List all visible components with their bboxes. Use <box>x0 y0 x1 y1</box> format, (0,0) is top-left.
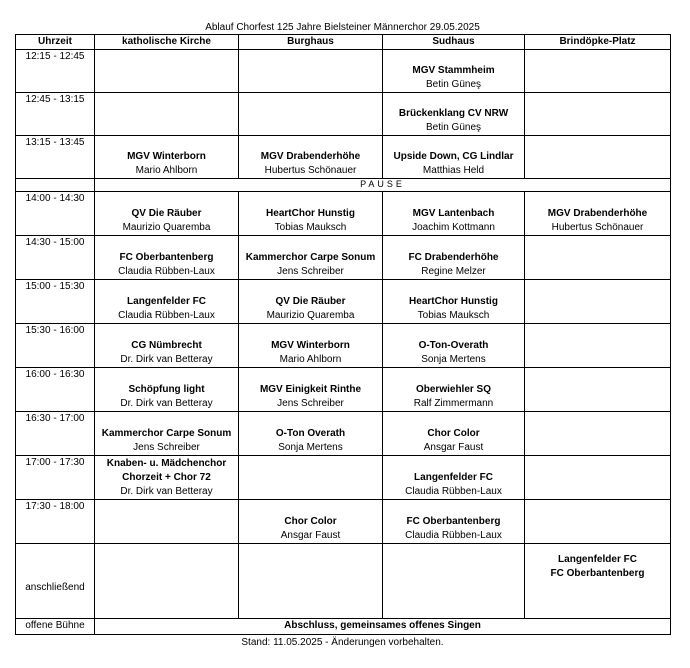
choir-name: QV Die Räuber <box>275 296 346 307</box>
choir-leader: Matthias Held <box>422 165 485 176</box>
page-title: Ablauf Chorfest 125 Jahre Bielsteiner Männerchor 29.05.2025 <box>205 22 480 33</box>
empty-cell <box>95 500 239 544</box>
table-row <box>16 368 671 412</box>
time-cell: 15:30 - 16:00 <box>16 324 95 368</box>
empty-cell <box>95 93 239 136</box>
empty-cell <box>95 50 239 93</box>
empty-cell <box>525 368 671 412</box>
choir-name: MGV Drabenderhöhe <box>547 208 648 219</box>
choir-leader: Jens Schreiber <box>277 398 344 409</box>
footer-note: Stand: 11.05.2025 - Änderungen vorbehalten. <box>241 637 444 648</box>
empty-cell <box>383 544 525 619</box>
slot-cell <box>383 93 525 136</box>
empty-cell <box>525 93 671 136</box>
header-katholische-kirche: katholische Kirche <box>95 35 239 50</box>
choir-name: Langenfelder FC <box>127 296 206 307</box>
choir-leader: Claudia Rübben-Laux <box>405 486 502 497</box>
choir-leader: Ansgar Faust <box>423 442 484 453</box>
choir-leader: Ralf Zimmermann <box>413 398 494 409</box>
time-cell: 17:30 - 18:00 <box>16 500 95 544</box>
choir-leader: Hubertus Schönauer <box>264 165 357 176</box>
slot-cell <box>95 280 239 324</box>
empty-cell <box>239 93 383 136</box>
slot-cell <box>239 136 383 179</box>
choir-name: MGV Einigkeit Rinthe <box>259 384 362 395</box>
choir-name: Langenfelder FC <box>558 554 637 565</box>
slot-cell <box>383 280 525 324</box>
choir-leader: Dr. Dirk van Betteray <box>120 486 213 497</box>
time-cell: 13:15 - 13:45 <box>16 136 95 179</box>
slot-cell <box>525 192 671 236</box>
slot-cell <box>383 412 525 456</box>
choir-name: Knaben- u. Mädchenchor <box>106 458 227 469</box>
pause-row <box>16 179 671 192</box>
empty-cell <box>95 544 239 619</box>
slot-cell <box>95 324 239 368</box>
time-cell: 12:15 - 12:45 <box>16 50 95 93</box>
choir-name: MGV Stammheim <box>412 65 495 76</box>
choir-leader: Maurizio Quaremba <box>266 310 355 321</box>
header-row <box>16 35 671 50</box>
choir-name: MGV Winterborn <box>127 151 206 162</box>
table-row <box>16 412 671 456</box>
choir-name-line-2: Chorzeit + Chor 72 <box>122 472 211 483</box>
choir-leader: Dr. Dirk van Betteray <box>120 354 213 365</box>
schedule-table <box>15 34 671 635</box>
empty-cell <box>525 280 671 324</box>
empty-cell <box>525 236 671 280</box>
slot-cell <box>95 236 239 280</box>
table-row <box>16 93 671 136</box>
header-uhrzeit: Uhrzeit <box>16 35 95 50</box>
choir-leader: Dr. Dirk van Betteray <box>120 398 213 409</box>
empty-cell <box>239 544 383 619</box>
choir-name: HeartChor Hunstig <box>266 208 355 219</box>
choir-leader: Ansgar Faust <box>280 530 341 541</box>
pause-label: PAUSE <box>95 179 671 192</box>
closing-note: Abschluss, gemeinsames offenes Singen <box>95 619 671 635</box>
time-cell: 16:30 - 17:00 <box>16 412 95 456</box>
time-cell: 14:00 - 14:30 <box>16 192 95 236</box>
slot-cell <box>239 324 383 368</box>
time-cell: 12:45 - 13:15 <box>16 93 95 136</box>
choir-name: Chor Color <box>284 516 337 527</box>
slot-cell <box>239 192 383 236</box>
choir-leader: Claudia Rübben-Laux <box>405 530 502 541</box>
choir-leader: Jens Schreiber <box>277 266 344 277</box>
table-row <box>16 500 671 544</box>
choir-name: Kammerchor Carpe Sonum <box>245 252 376 263</box>
choir-leader: Joachim Kottmann <box>412 222 495 233</box>
empty-cell <box>525 412 671 456</box>
choir-name: FC Oberbantenberg <box>406 516 501 527</box>
choir-leader: Tobias Mauksch <box>274 222 347 233</box>
empty-cell <box>239 50 383 93</box>
slot-cell <box>383 500 525 544</box>
choir-name: Chor Color <box>427 428 480 439</box>
choir-name: FC Drabenderhöhe <box>408 252 499 263</box>
table-row <box>16 136 671 179</box>
slot-cell <box>239 280 383 324</box>
choir-leader: Sonja Mertens <box>278 442 343 453</box>
table-row <box>16 50 671 93</box>
choir-name: O-Ton Overath <box>275 428 346 439</box>
table-row <box>16 280 671 324</box>
slot-cell <box>95 368 239 412</box>
slot-cell <box>383 236 525 280</box>
time-cell: anschließend <box>16 544 95 619</box>
table-row <box>16 192 671 236</box>
table-row <box>16 456 671 500</box>
slot-cell <box>239 236 383 280</box>
time-cell: 15:00 - 15:30 <box>16 280 95 324</box>
empty-cell <box>525 324 671 368</box>
slot-cell <box>383 50 525 93</box>
table-row <box>16 236 671 280</box>
slot-cell <box>383 192 525 236</box>
empty-cell <box>525 136 671 179</box>
slot-cell <box>95 456 239 500</box>
choir-leader: Betin Güneş <box>425 79 482 90</box>
time-cell: 17:00 - 17:30 <box>16 456 95 500</box>
slot-cell <box>383 136 525 179</box>
choir-name-line-2: FC Oberbantenberg <box>550 568 645 579</box>
slot-cell <box>383 324 525 368</box>
table-row <box>16 544 671 619</box>
choir-name: MGV Lantenbach <box>412 208 495 219</box>
choir-name: MGV Winterborn <box>271 340 350 351</box>
time-cell: 14:30 - 15:00 <box>16 236 95 280</box>
slot-cell <box>95 412 239 456</box>
choir-name: MGV Drabenderhöhe <box>260 151 361 162</box>
table-row <box>16 324 671 368</box>
choir-leader: Maurizio Quaremba <box>122 222 211 233</box>
empty-cell <box>525 500 671 544</box>
choir-name: HeartChor Hunstig <box>409 296 498 307</box>
choir-leader: Tobias Mauksch <box>417 310 490 321</box>
empty-cell <box>525 456 671 500</box>
header-sudhaus: Sudhaus <box>383 35 525 50</box>
empty-cell <box>239 456 383 500</box>
choir-leader: Hubertus Schönauer <box>551 222 644 233</box>
slot-cell <box>95 136 239 179</box>
header-burghaus: Burghaus <box>239 35 383 50</box>
choir-leader: Sonja Mertens <box>421 354 486 365</box>
choir-name: Brückenklang CV NRW <box>398 108 509 119</box>
slot-cell <box>239 412 383 456</box>
slot-cell <box>239 500 383 544</box>
choir-name: Schöpfung light <box>128 384 205 395</box>
choir-leader: Regine Melzer <box>421 266 486 277</box>
choir-leader: Claudia Rübben-Laux <box>118 310 215 321</box>
slot-cell <box>95 192 239 236</box>
choir-name: O-Ton-Overath <box>418 340 489 351</box>
choir-name: CG Nümbrecht <box>131 340 202 351</box>
table-row <box>16 619 671 635</box>
choir-leader: Mario Ahlborn <box>135 165 198 176</box>
time-cell: 16:00 - 16:30 <box>16 368 95 412</box>
choir-leader: Claudia Rübben-Laux <box>118 266 215 277</box>
choir-leader: Mario Ahlborn <box>279 354 342 365</box>
slot-cell <box>383 456 525 500</box>
choir-leader: Jens Schreiber <box>133 442 200 453</box>
slot-cell <box>383 368 525 412</box>
choir-name: FC Oberbantenberg <box>119 252 214 263</box>
empty-cell <box>16 179 95 192</box>
choir-name: Kammerchor Carpe Sonum <box>101 428 232 439</box>
choir-leader: Betin Güneş <box>425 122 482 133</box>
choir-name: QV Die Räuber <box>131 208 202 219</box>
time-cell: offene Bühne <box>16 619 95 635</box>
choir-name: Upside Down, CG Lindlar <box>393 151 514 162</box>
choir-name: Langenfelder FC <box>414 472 493 483</box>
slot-cell <box>525 544 671 619</box>
empty-cell <box>525 50 671 93</box>
header-brindoepke-platz: Brindöpke-Platz <box>525 35 671 50</box>
choir-name: Oberwiehler SQ <box>415 384 492 395</box>
slot-cell <box>239 368 383 412</box>
